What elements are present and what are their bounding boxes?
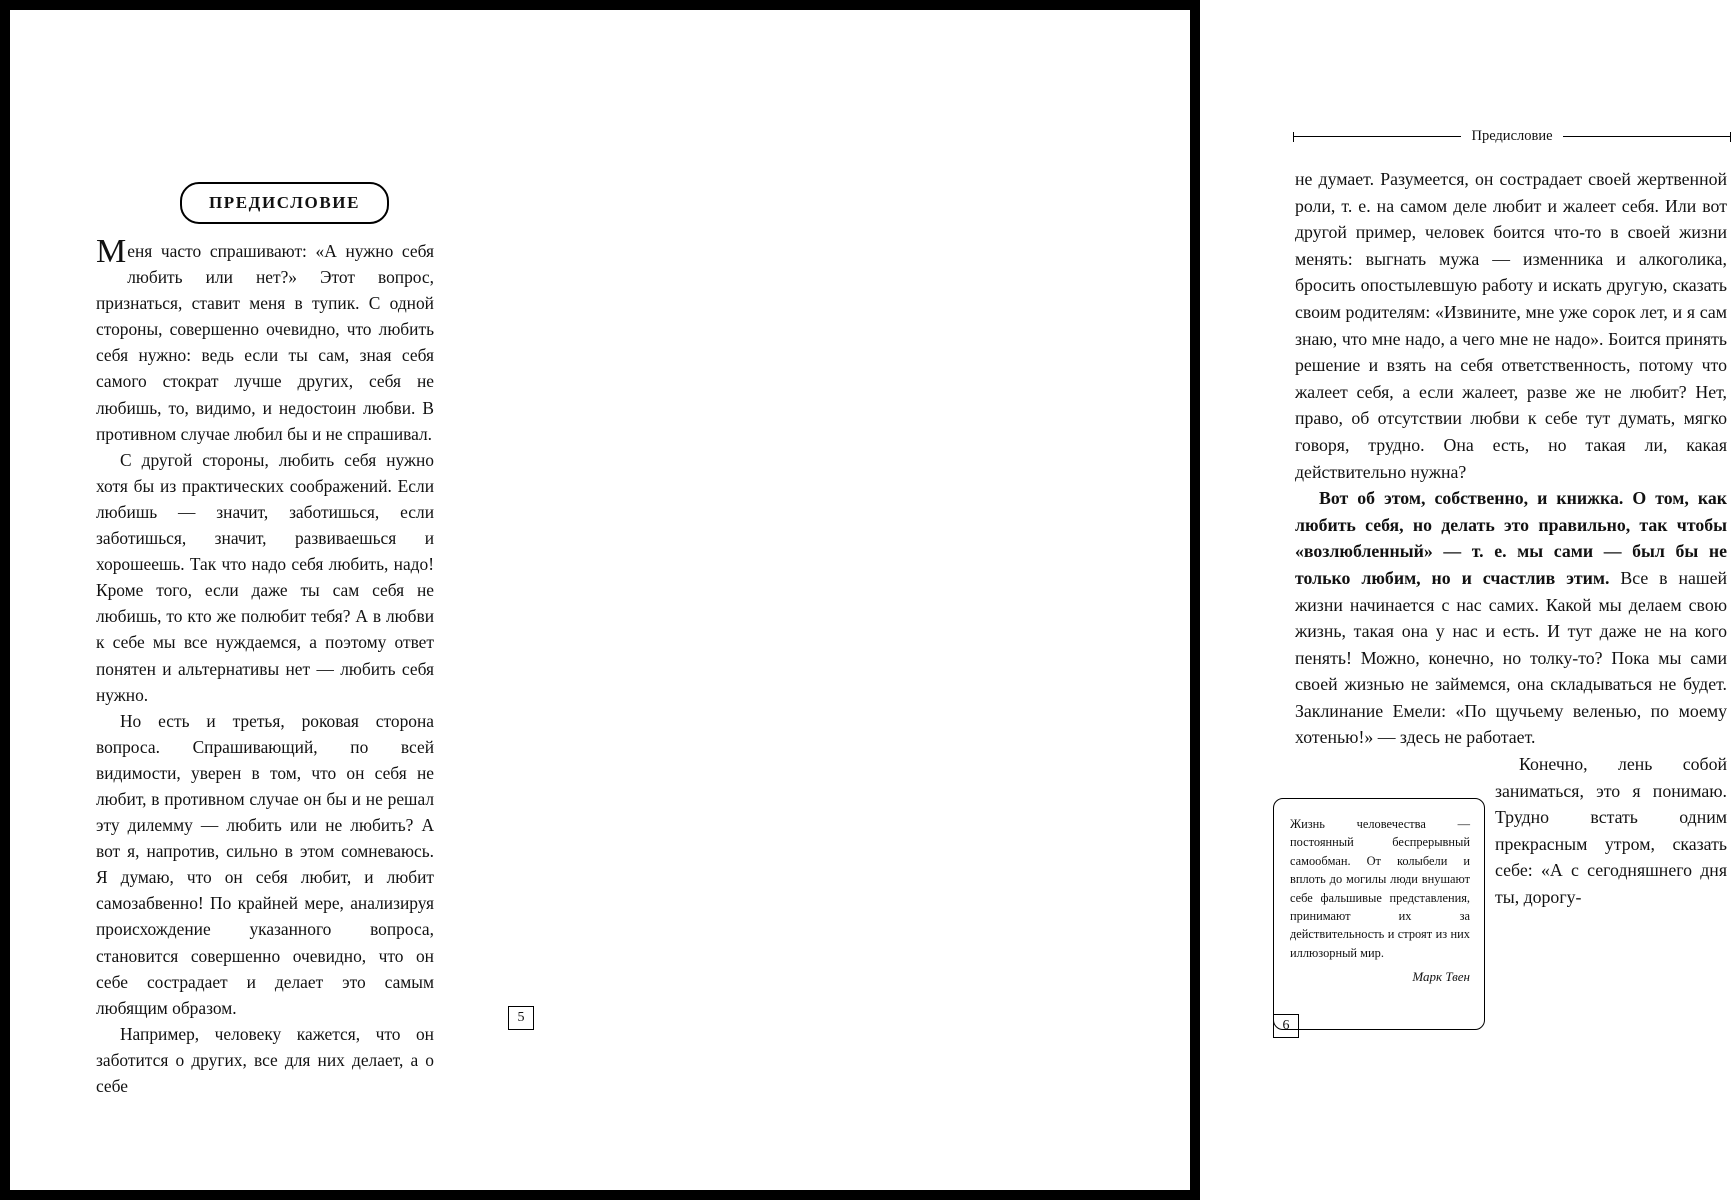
left-page (10, 10, 593, 1190)
page-number-left: 5 (508, 1006, 534, 1030)
right-page (605, 10, 1728, 1190)
paragraph: не думает. Разумеется, он сострадает своей жертвенной роли, т. е. на самом деле любит и жалеет себя. Или вот другой пример, человек боится что-то в своей жизни менять: выгнать мужа — изменника и алкоголика, бросить опостылевшую работу и искать другую, сказать своим родителям: «Извините, мне уже сорок лет, и я сам знаю, что мне надо, а чего мне не надо». Боится принять решение и взять на себя ответственность, потому что жалеет себя, а если жалеет, разве же не любит? Нет, право, об отсутствии любви к себе тут думать, мягко говоря, трудно. Она есть, но такая ли, какая действительно нужна? (1295, 169, 1727, 482)
paragraph: Например, человеку кажется, что он заботится о других, все для них делает, а о себе (96, 1023, 434, 1096)
paragraph-text: еня часто спрашивают: «А нужно себя любить или нет?» Этот вопрос, признаться, ставит меня в тупик. С одной стороны, совершенно очевидно, что любить себя нужно: ведь если ты сам, зная себя самого стократ лучше других, себя не любишь, то, видимо, и недостоин любви. В противном случае любил бы и не спрашивал. (96, 241, 434, 444)
paragraph: Конечно, лень собой заниматься, это я понимаю. Трудно встать одним прекрасным утром, сказать себе: «А с сегодняшнего дня ты, дорогу- (1495, 754, 1727, 908)
paragraph: Но есть и третья, роковая сторона вопроса. Спрашивающий, по всей видимости, уверен в том, что он себя не любит, в противном случае он бы и не решал эту дилемму — любить или не любить? А вот я, напротив, сильно в этом сомневаюсь. Я думаю, что он себя любит, и любит самозабвенно! По крайней мере, анализируя происхождение указанного вопроса, становится совершенно очевидно, что он себе сострадает и делает это самым любящим образом. (96, 710, 434, 1018)
epigraph-text: Жизнь человечества — постоянный беспрерывный самообман. От колыбели и вплоть до могилы люди внушают себе фальшивые представления, принимают их за действительность и строят из них иллюзорный мир. (1290, 817, 1470, 960)
epigraph-author: Марк Твен (1412, 969, 1470, 985)
running-head-rule-right (1563, 136, 1731, 137)
paragraph-text: Все в нашей жизни начинается с нас самих. Какой мы делаем свою жизнь, такая она у нас и есть. И тут даже не на кого пенять! Можно, конечно, но толку-то? Пока мы сами своей жизнью не займемся, она складываться не будет. Заклинание Емели: «По щучьему веленью, по моему хотенью!» — здесь не работает. (1295, 567, 1728, 748)
bold-lead-text: Вот об этом, собственно, и книжка. О том, как любить себя, но делать это правильно, так чтобы «возлюбленный» — т. е. мы сами — был бы не только любим, но и счастлив этим. (1295, 488, 1727, 588)
paragraph (1295, 485, 1727, 751)
epigraph-box (1273, 798, 1485, 1030)
running-head (1293, 122, 1731, 150)
chapter-title: ПРЕДИСЛОВИЕ (208, 193, 361, 212)
running-head-label: Предисловие (1471, 127, 1553, 144)
page-spread (10, 10, 1728, 1190)
drop-cap: М (96, 233, 127, 270)
running-head-rule-left (1293, 136, 1461, 137)
paragraph: С другой стороны, любить себя нужно хотя бы из практических соображений. Если любишь — значит, заботишься, если заботишься, значит, развиваешься и хорошеешь. Так что надо себя любить, надо! Кроме того, если даже ты сам себя не любишь, то кто же полюбит тебя? А в любви к себе мы все нуждаемся, а поэтому ответ понятен и альтернативы нет — любить себя нужно. (96, 449, 434, 705)
left-page-text-column (96, 233, 434, 1099)
paragraph (96, 233, 434, 447)
page-number-right: 6 (1273, 1014, 1299, 1038)
chapter-title-badge (180, 182, 389, 224)
